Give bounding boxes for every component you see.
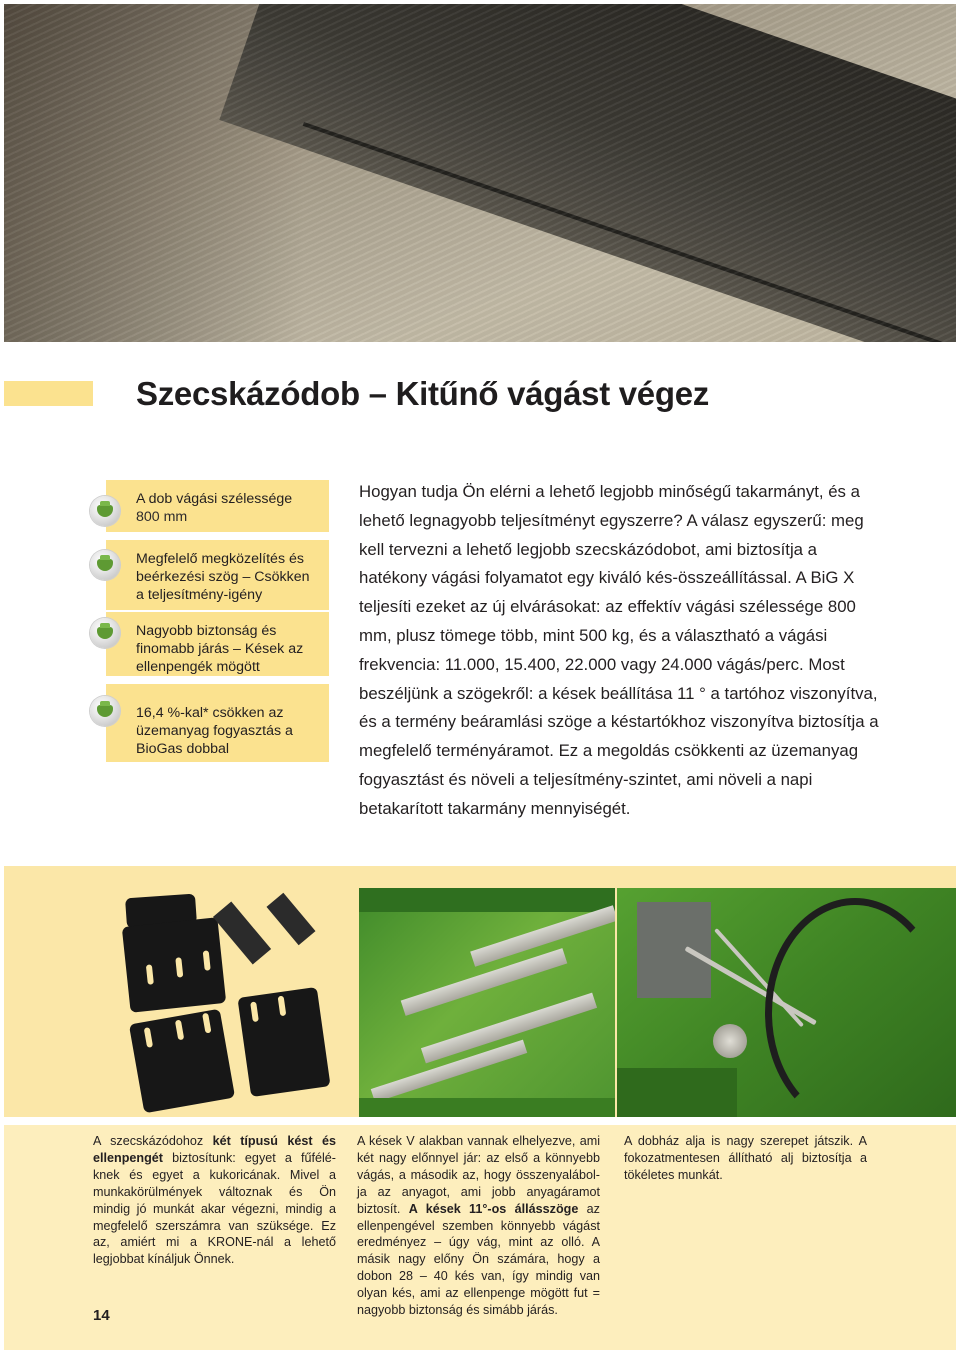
caption-knife-types [93, 1133, 336, 1268]
hero-photo-blade [4, 4, 956, 342]
adjuster-nut [713, 1024, 747, 1058]
feature-text: 16,4 %-kal* csökken az üzemanyag fogyasztás a BioGas dobbal [136, 705, 293, 757]
crown-badge-icon [90, 696, 120, 726]
page-title: Szecskázódob – Kitűnő vágást végez [136, 375, 709, 412]
caption-bold: A kések 11°-os állásszöge [408, 1201, 579, 1216]
knife-shape [129, 1009, 235, 1114]
counter-blade-bar [213, 902, 271, 965]
crown-badge-icon [90, 550, 120, 580]
crown-badge-icon [90, 618, 120, 648]
bracket-plate [637, 902, 711, 998]
feature-item [106, 612, 329, 676]
knives-photo [112, 888, 340, 1117]
caption-text: A kések V alakban vannak elhelyezve, ami két nagy előnnyel jár: az első a könnyebb vágás, a második az, hogy összenyalábol-ja az anyagot, ami jobb anyagáramot biztosít. [357, 1134, 600, 1216]
drum-photo [359, 888, 615, 1117]
caption-drum-floor [624, 1133, 867, 1184]
feature-text: Megfelelő megközelítés és beérkezési szög – Csökken a teljesítmény-igény [136, 551, 310, 603]
metal-grain [4, 4, 956, 342]
caption-text: A szecskázódohoz [93, 1134, 213, 1148]
intro-paragraph: Hogyan tudja Ön elérni a lehető legjobb minőségű takarmányt, és a lehető legnagyobb teljesítményt egyszerre? A válasz egyszerű: meg kell tervezni a lehető legjobb szecskázódobot, ami biztosítja a hatékony vágási folyamatot egy kiváló kés-összeállítással. A BiG X teljesíti ezeket az új elvárásokat: az effektív vágási szélessége 800 mm, plusz tömege több, mint 500 kg, és a választható a vágási frekvencia: 11.000, 15.400, 22.000 vagy 24.000 vágás/perc. Most beszéljünk a szögekről: a kések beállítása 11 ° a tartóhoz viszonyítva, és a termény beáramlási szöge a késtartókhoz viszonyítva biztosítja a megfelelő terményáramot. Ez a megoldás csökkenti az üzemanyag fogyasztást és növeli a teljesítmény-szintet, ami növeli a napi betakarított takarmány mennyiségét. [359, 482, 879, 818]
hydraulic-hose [765, 898, 945, 1117]
caption-text: biztosítunk: egyet a fűfélé-knek és egyet a kukoricának. Mivel a munkakörülmények változnak és Ön mindig jó munkát akar végezni, mindig a megfelelő szerszámra van szüksége. Ez az, amiért mi a KRONE-nál a lehető legjobbat kínáljuk Önnek. [93, 1150, 336, 1267]
frame-part [617, 1068, 737, 1117]
caption-v-arrangement [357, 1133, 600, 1319]
feature-text-detail: 800 mm [136, 509, 188, 525]
feature-item [106, 684, 329, 762]
caption-bold: két típusú kést és ellenpengét [93, 1134, 336, 1165]
knife-shape [122, 917, 226, 1013]
feature-text: A dob vágási szélessége [136, 491, 293, 507]
drum-base [359, 1098, 615, 1117]
page-number: 14 [93, 1307, 110, 1324]
caption-text: A dobház alja is nagy szerepet játszik. A fokozatmentesen állítható alj biztosítja a tökéletes munkát. [624, 1134, 867, 1182]
feature-text: Nagyobb biztonság és finomabb járás – Kések az ellenpengék mögött [136, 623, 304, 675]
drum-housing [359, 888, 615, 912]
drum-floor-photo [617, 888, 956, 1117]
caption-text: az ellenpengével szemben könnyebb vágást eredményez – úgy vág, mint az olló. A másik nagy előny Ön számára, hogy a dobon 28 – 40 kés van, így mindig van olyan kés, ami az ellenpenge mögött fut = nagyobb biztonság és simább járás. [357, 1201, 600, 1318]
counter-blade-bar [267, 893, 316, 945]
feature-item [106, 540, 329, 610]
title-accent-bar [4, 381, 93, 406]
knife-shape [237, 987, 330, 1097]
feature-item [106, 480, 329, 532]
crown-badge-icon [90, 496, 120, 526]
